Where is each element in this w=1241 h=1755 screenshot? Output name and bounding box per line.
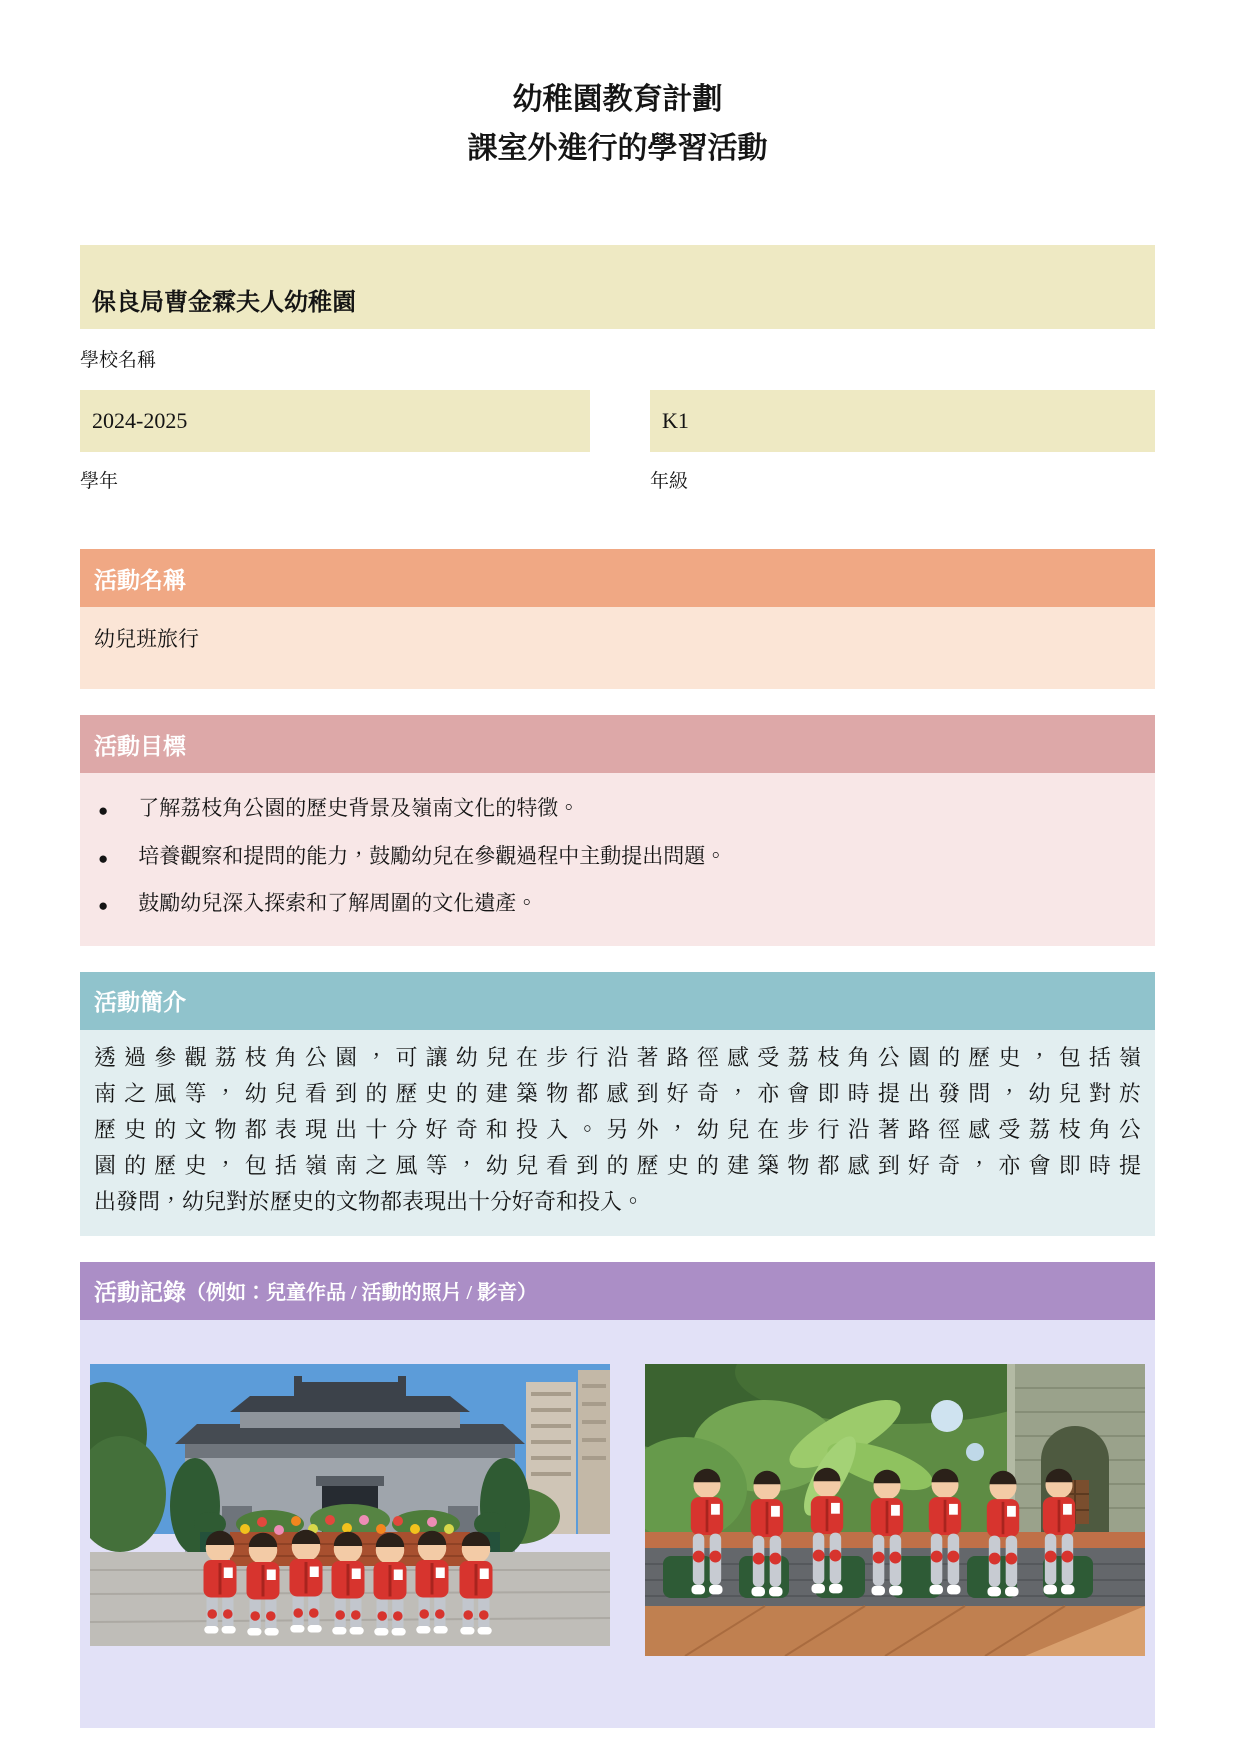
year-grade-row — [80, 390, 1155, 452]
activity-name-value: 幼兒班旅行 — [94, 627, 199, 652]
school-name-banner — [80, 245, 1155, 329]
school-year-value: 2024-2025 — [92, 408, 188, 434]
introduction-line: 透過參觀荔枝角公園，可讓幼兒在步行沿著路徑感受荔枝角公園的歷史，包括嶺 — [94, 1044, 1141, 1070]
introduction-line: 歷史的文物都表現出十分好奇和投入。另外，幼兒在步行沿著路徑感受荔枝角公 — [94, 1116, 1141, 1142]
objective-text: 培養觀察和提問的能力，鼓勵幼兒在參觀過程中主動提出問題。 — [138, 843, 727, 868]
activity-photo-sitting-group — [645, 1364, 1145, 1656]
school-name-label: 學校名稱 — [80, 350, 157, 372]
records-header-note: （例如：兒童作品 / 活動的照片 / 影音） — [186, 1282, 538, 1305]
grade-value: K1 — [662, 408, 689, 434]
objective-item — [94, 793, 1141, 825]
introduction-header: 活動簡介 — [80, 972, 1155, 1030]
objective-text: 鼓勵幼兒深入探索和了解周圍的文化遺產。 — [138, 891, 538, 916]
school-year-box — [80, 390, 590, 452]
document-title — [80, 76, 1155, 173]
introduction-line: 園的歷史，包括嶺南之風等，幼兒看到的歷史的建築物都感到好奇，亦會即時提 — [94, 1152, 1141, 1178]
objectives-content — [80, 773, 1155, 946]
activity-name-section — [80, 549, 1155, 689]
records-header — [80, 1262, 1155, 1320]
objective-item — [94, 888, 1141, 920]
records-section — [80, 1262, 1155, 1728]
introduction-line: 出發問，幼兒對於歷史的文物都表現出十分好奇和投入。 — [94, 1188, 645, 1214]
bullet-icon: ● — [98, 848, 109, 868]
bullet-icon: ● — [98, 896, 109, 916]
year-grade-labels — [80, 452, 1155, 493]
objective-item — [94, 841, 1141, 873]
introduction-line: 南之風等，幼兒看到的歷史的建築物都感到好奇，亦會即時提出發問，幼兒對於 — [94, 1080, 1141, 1106]
bullet-icon: ● — [98, 801, 109, 821]
introduction-content — [80, 1030, 1155, 1236]
objective-text: 了解荔枝角公園的歷史背景及嶺南文化的特徵。 — [138, 796, 580, 821]
introduction-section — [80, 972, 1155, 1236]
activity-name-header: 活動名稱 — [80, 549, 1155, 607]
title-line-2: 課室外進行的學習活動 — [467, 131, 768, 165]
terracotta-floor — [645, 1606, 1145, 1656]
records-content — [80, 1320, 1155, 1728]
objectives-header: 活動目標 — [80, 715, 1155, 773]
activity-name-content — [80, 607, 1155, 689]
grade-box — [650, 390, 1155, 452]
school-name: 保良局曹金霖夫人幼稚園 — [92, 290, 356, 317]
school-year-label: 學年 — [80, 471, 119, 493]
grade-label: 年級 — [650, 471, 689, 493]
records-header-title: 活動記錄 — [94, 1280, 186, 1306]
objectives-section — [80, 715, 1155, 946]
activity-photo-standing-group — [90, 1364, 610, 1646]
title-line-1: 幼稚園教育計劃 — [512, 83, 723, 116]
